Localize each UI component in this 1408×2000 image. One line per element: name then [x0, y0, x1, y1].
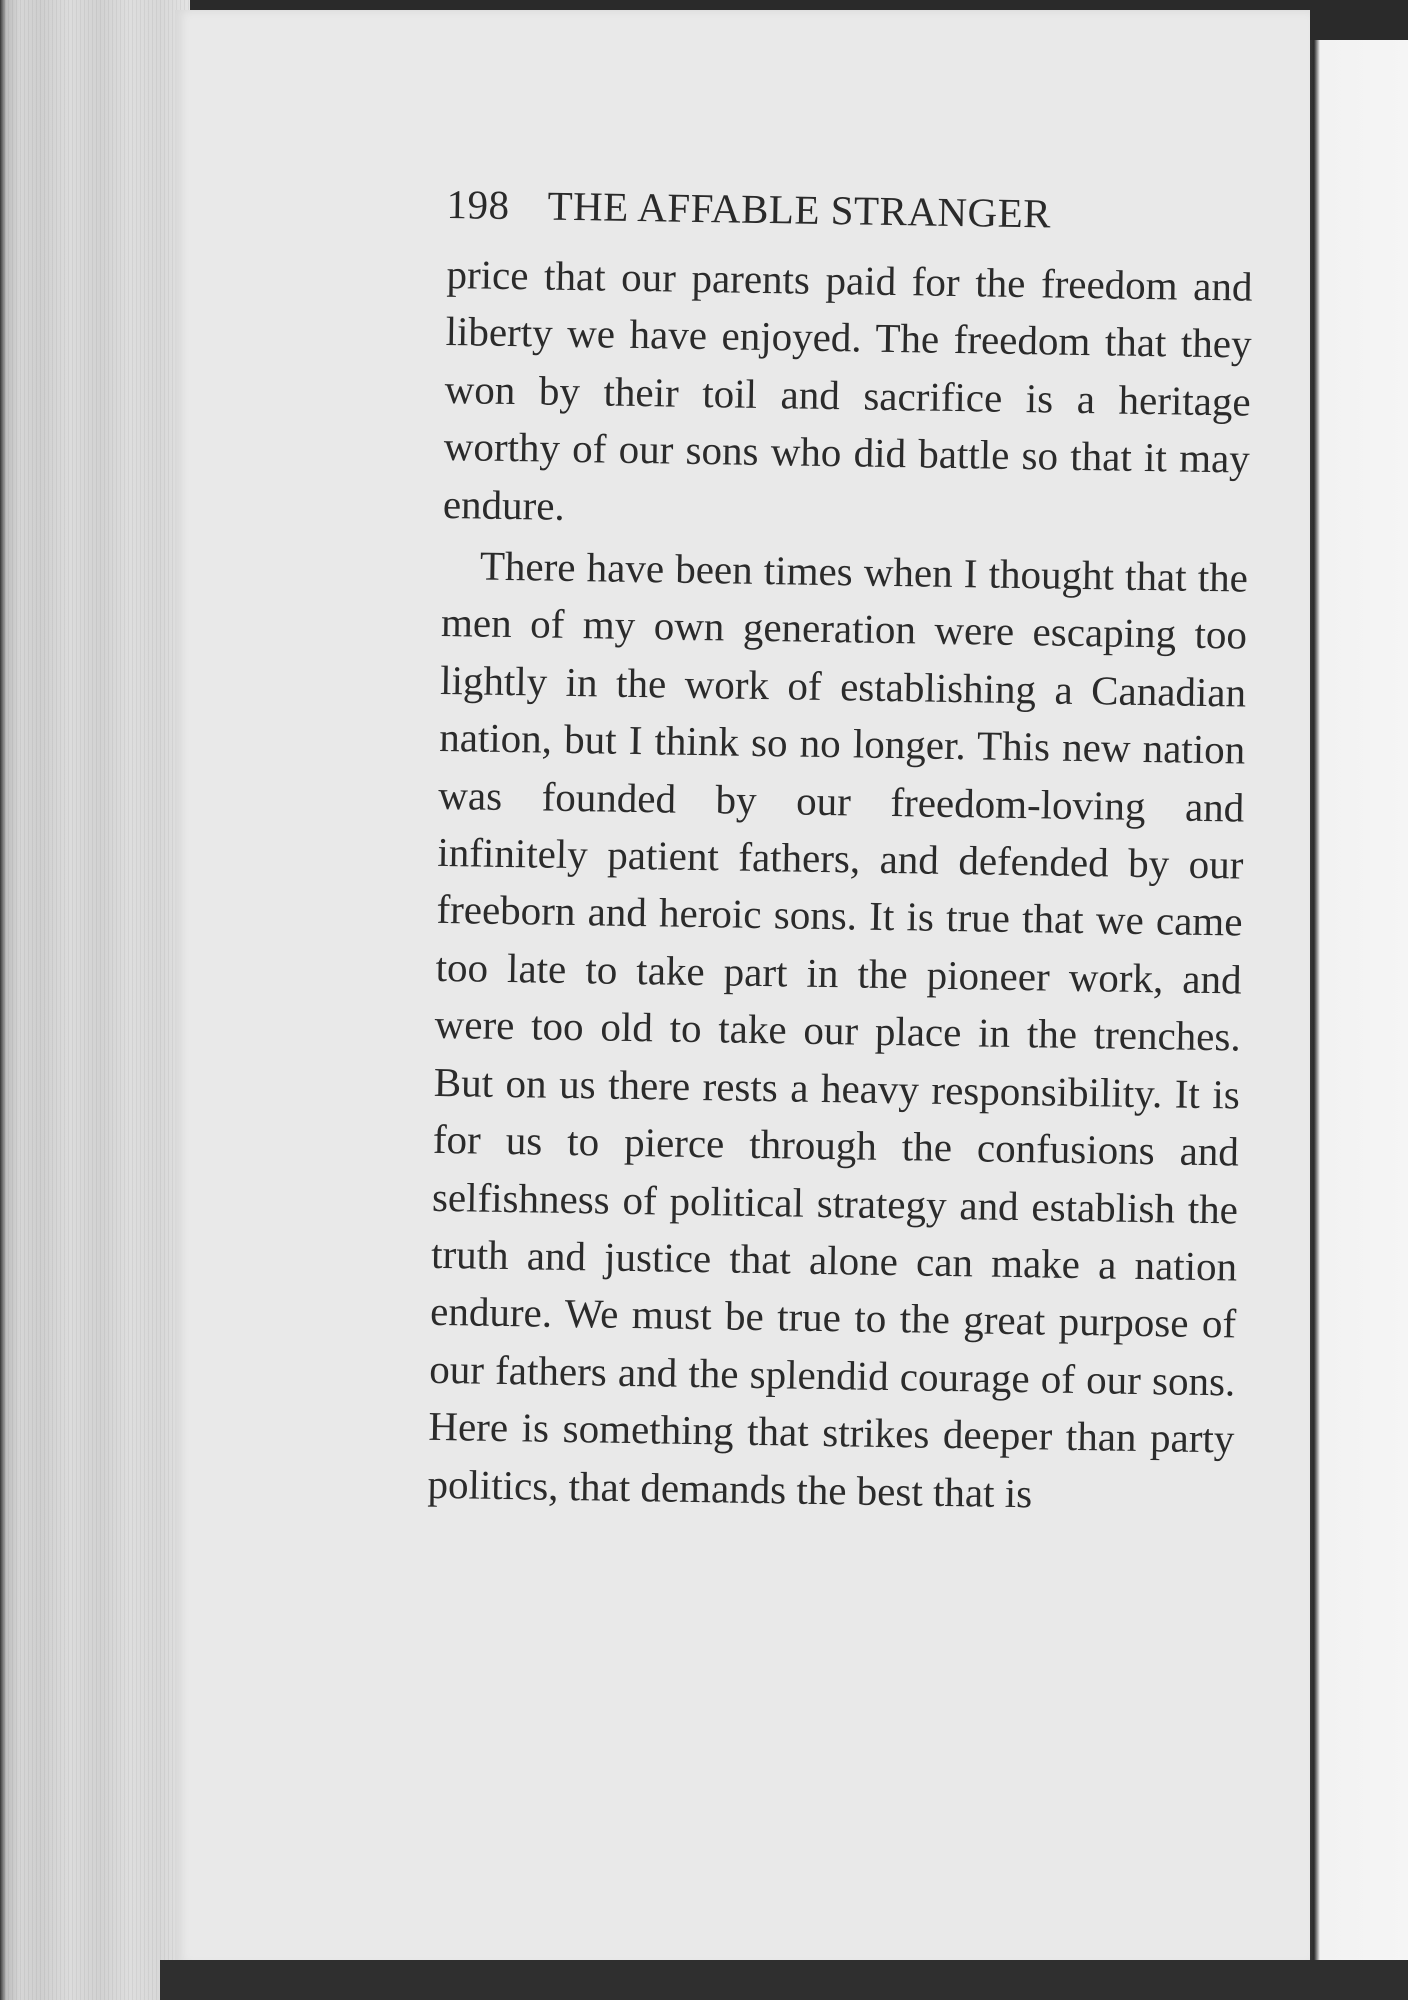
body-text [427, 246, 1253, 1525]
paragraph: There have been times when I thought that the men of my own generation were escaping too lightly in the work of establishing a Canadian nation, but I think so no longer. This new nation was founded by our freedom-loving and infinitely patient fathers, and defended by our freeborn and heroic sons. It is true that we came too late to take part in the pioneer work, and were too old to take our place in the trenches. But on us there rests a heavy responsibility. It is for us to pierce through the confusions and selfishness of political strategy and establish the truth and justice that alone can make a nation endure. We must be true to the great purpose of our fathers and the splendid courage of our sons. Here is something that strikes deeper than party politics, that demands the best that is [427, 542, 1249, 1516]
paragraph-continued: price that our parents paid for the freedom and liberty we have enjoyed. The freedom that they won by their toil and sacrifice is a heritage worthy of our sons who did battle so that it may endure. [442, 250, 1253, 529]
page-stack-edges [0, 0, 190, 2000]
page-number: 198 [446, 180, 510, 228]
running-title: THE AFFABLE STRANGER [547, 182, 1052, 237]
facing-page-edge [1308, 40, 1408, 1985]
bottom-shadow [160, 1960, 1408, 2000]
